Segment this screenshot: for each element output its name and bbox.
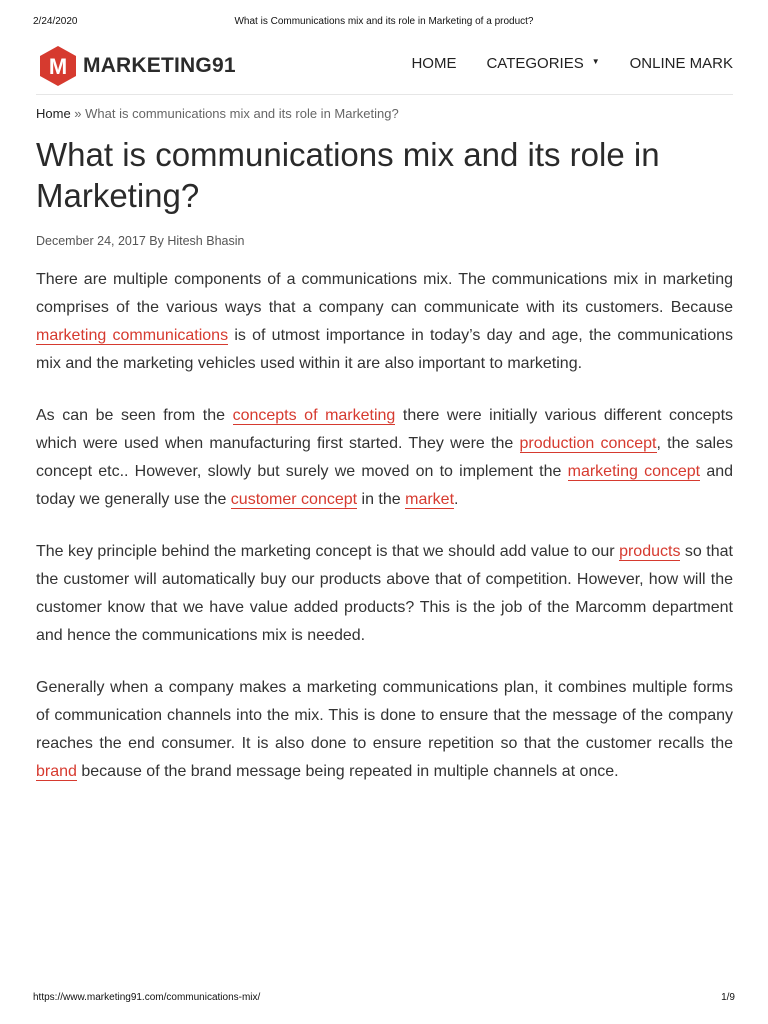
page-title: What is communications mix and its role in Marketing? xyxy=(36,136,660,214)
paragraph xyxy=(36,266,733,378)
nav-categories-label: CATEGORIES xyxy=(486,55,584,72)
link-marketing-communications[interactable]: marketing communications xyxy=(36,327,229,344)
text: There are multiple components of a communications mix. The communications mix in marketing comprises of the various ways that a company can communicate with its customers. Because xyxy=(36,271,733,316)
nav-categories[interactable] xyxy=(486,55,599,72)
link-market[interactable]: market xyxy=(405,491,455,508)
print-date: 2/24/2020 xyxy=(33,16,78,27)
link-brand[interactable]: brand xyxy=(36,763,77,780)
link-production-concept[interactable]: production concept xyxy=(519,435,657,452)
text: and today we generally use the xyxy=(36,463,734,508)
text: Generally when a company makes a marketing communications plan, it combines multiple forms of communication channels into the mix. This is done to ensure that the message of the company reaches the end consumer. It is also done to ensure repetition so that the customer recalls the xyxy=(36,679,733,752)
paragraph xyxy=(36,538,733,650)
text: is of utmost importance in today’s day and age, the communications mix and the marketing vehicles used within it are also important to marketing. xyxy=(36,327,734,372)
link-concepts-of-marketing[interactable]: concepts of marketing xyxy=(232,407,396,424)
breadcrumb-separator: » xyxy=(70,106,86,121)
print-document-title: What is Communications mix and its role in Marketing of a product? xyxy=(234,16,534,27)
text: , the sales concept etc.. However, slowly but surely we moved on to implement the xyxy=(36,435,733,480)
text: The key principle behind the marketing concept is that we should add value to our xyxy=(36,543,620,560)
breadcrumb-current: What is communications mix and its role in Marketing? xyxy=(85,106,399,121)
post-meta: December 24, 2017 By Hitesh Bhasin xyxy=(36,234,245,248)
main-nav xyxy=(381,55,733,72)
nav-home[interactable]: HOME xyxy=(411,55,457,72)
print-header xyxy=(0,16,768,30)
page-number: 1/9 xyxy=(721,992,735,1003)
breadcrumb xyxy=(36,106,399,121)
text: so that the customer will automatically buy our products above that of competition. However, how will the customer know that we have value added products? This is the job of the Marcomm department and hence the communications mix is needed. xyxy=(36,543,733,644)
paragraph xyxy=(36,402,733,514)
logo-text: MARKETING91 xyxy=(83,54,236,77)
logo-hexagon-icon xyxy=(39,45,77,87)
link-products[interactable]: products xyxy=(619,543,681,560)
link-customer-concept[interactable]: customer concept xyxy=(230,491,358,508)
text: there were initially various different concepts which were used when manufacturing first started. They were the xyxy=(36,407,734,452)
paragraph xyxy=(36,674,733,786)
breadcrumb-home-link[interactable]: Home xyxy=(36,106,71,121)
site-header xyxy=(36,42,733,95)
caret-down-icon: ▼ xyxy=(591,57,600,66)
print-url: https://www.marketing91.com/communications-mix/ xyxy=(33,992,261,1003)
article-body xyxy=(36,266,733,810)
text: because of the brand message being repeated in multiple channels at once. xyxy=(76,763,619,780)
link-marketing-concept[interactable]: marketing concept xyxy=(567,463,701,480)
nav-online-marketing[interactable]: ONLINE MARK xyxy=(629,55,733,72)
logo-letter: M xyxy=(48,54,68,79)
text: . xyxy=(454,491,459,508)
text: As can be seen from the xyxy=(36,407,233,424)
site-logo[interactable] xyxy=(39,44,236,88)
text: in the xyxy=(357,491,406,508)
